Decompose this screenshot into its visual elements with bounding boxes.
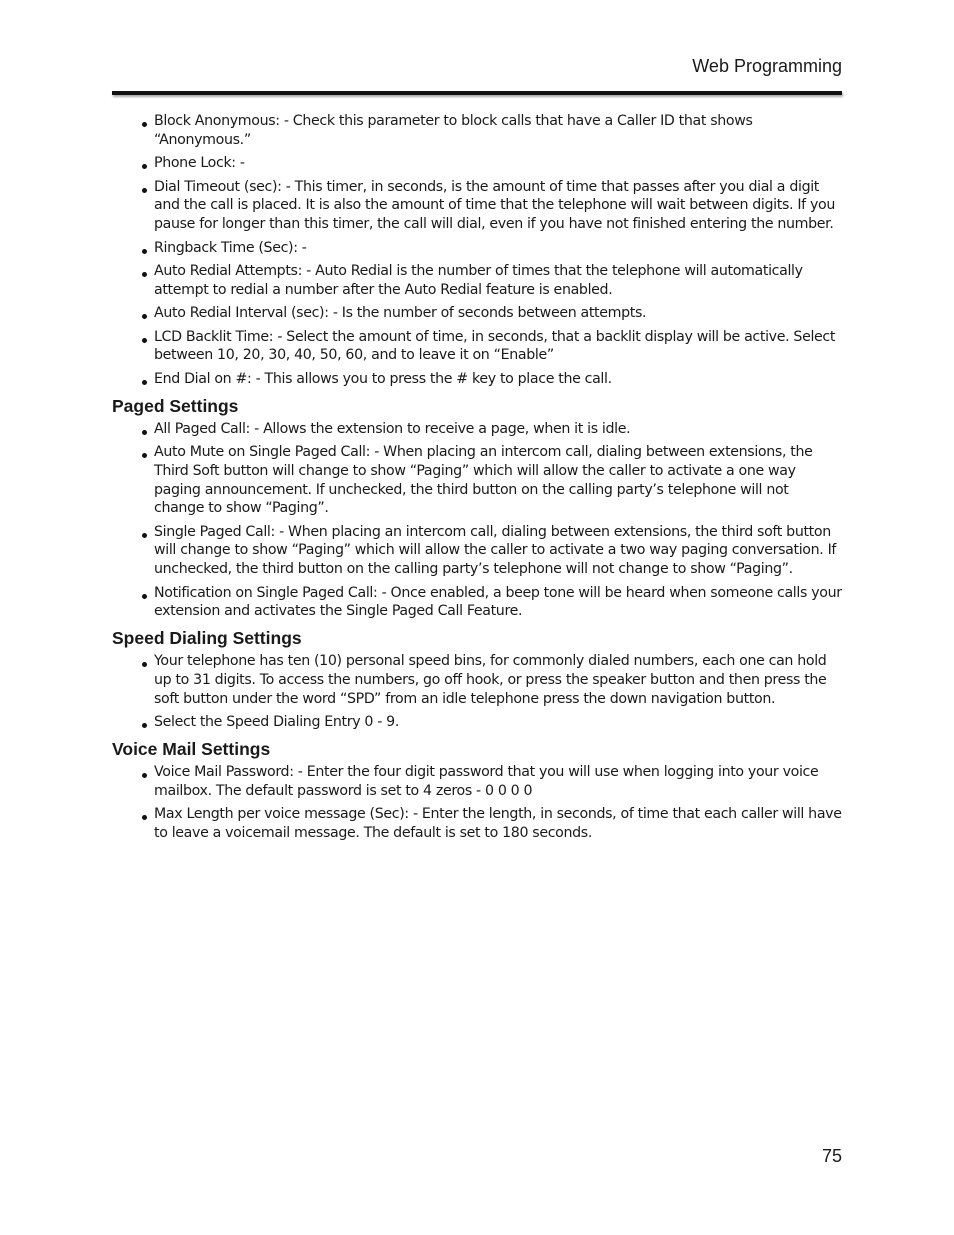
list-item: Voice Mail Password: - Enter the four digit password that you will use when logging into your voice mailbox. The default password is set to 4 zeros - 0 0 0 0: [112, 763, 842, 801]
page-number: 75: [821, 1146, 842, 1166]
section-heading-voice-mail-settings: Voice Mail Settings: [112, 739, 271, 760]
list-item: Block Anonymous: - Check this parameter to block calls that have a Caller ID that shows “Anonymous.”: [112, 112, 842, 150]
bullet-list-paged-settings: [112, 420, 842, 622]
list-item: Dial Timeout (sec): - This timer, in seconds, is the amount of time that passes after you dial a digit and the call is placed. It is also the amount of time that the telephone will wait between digits. If you pause for longer than this timer, the call will dial, even if you have not finished entering the number.: [112, 178, 842, 234]
document-body: [112, 112, 842, 847]
bullet-list-general: [112, 112, 842, 389]
list-item: End Dial on #: - This allows you to press the # key to place the call.: [112, 370, 842, 389]
list-item: Max Length per voice message (Sec): - Enter the length, in seconds, of time that each caller will have to leave a voicemail message. The default is set to 180 seconds.: [112, 805, 842, 843]
list-item: LCD Backlit Time: - Select the amount of time, in seconds, that a backlit display will be active. Select between 10, 20, 30, 40, 50, 60, and to leave it on “Enable”: [112, 328, 842, 366]
list-item: All Paged Call: - Allows the extension to receive a page, when it is idle.: [112, 420, 842, 439]
bullet-list-speed-dialing-settings: [112, 652, 842, 732]
list-item: Auto Redial Interval (sec): - Is the number of seconds between attempts.: [112, 304, 842, 323]
list-item: Phone Lock: -: [112, 154, 842, 173]
page-header-title: Web Programming: [692, 56, 842, 76]
list-item: Ringback Time (Sec): -: [112, 239, 842, 258]
bullet-list-voice-mail-settings: [112, 763, 842, 843]
list-item: Auto Mute on Single Paged Call: - When placing an intercom call, dialing between extensions, the Third Soft button will change to show “Paging” which will allow the caller to activate a one way paging announcement. If unchecked, the third button on the calling party’s telephone will not change to show “Paging”.: [112, 443, 842, 518]
section-heading-paged-settings: Paged Settings: [112, 395, 239, 416]
list-item: Your telephone has ten (10) personal speed bins, for commonly dialed numbers, each one can hold up to 31 digits. To access the numbers, go off hook, or press the speaker button and then press the soft button under the word “SPD” from an idle telephone press the down navigation button.: [112, 652, 842, 708]
section-heading-speed-dialing-settings: Speed Dialing Settings: [112, 628, 302, 649]
header-divider: [112, 91, 842, 95]
list-item: Auto Redial Attempts: - Auto Redial is the number of times that the telephone will automatically attempt to redial a number after the Auto Redial feature is enabled.: [112, 262, 842, 300]
list-item: Single Paged Call: - When placing an intercom call, dialing between extensions, the third soft button will change to show “Paging” which will allow the caller to activate a two way paging conversation. If unchecked, the third button on the calling party’s telephone will not change to show “Paging”.: [112, 523, 842, 579]
list-item: Notification on Single Paged Call: - Once enabled, a beep tone will be heard when someone calls your extension and activates the Single Paged Call Feature.: [112, 584, 842, 622]
list-item: Select the Speed Dialing Entry 0 - 9.: [112, 713, 842, 732]
